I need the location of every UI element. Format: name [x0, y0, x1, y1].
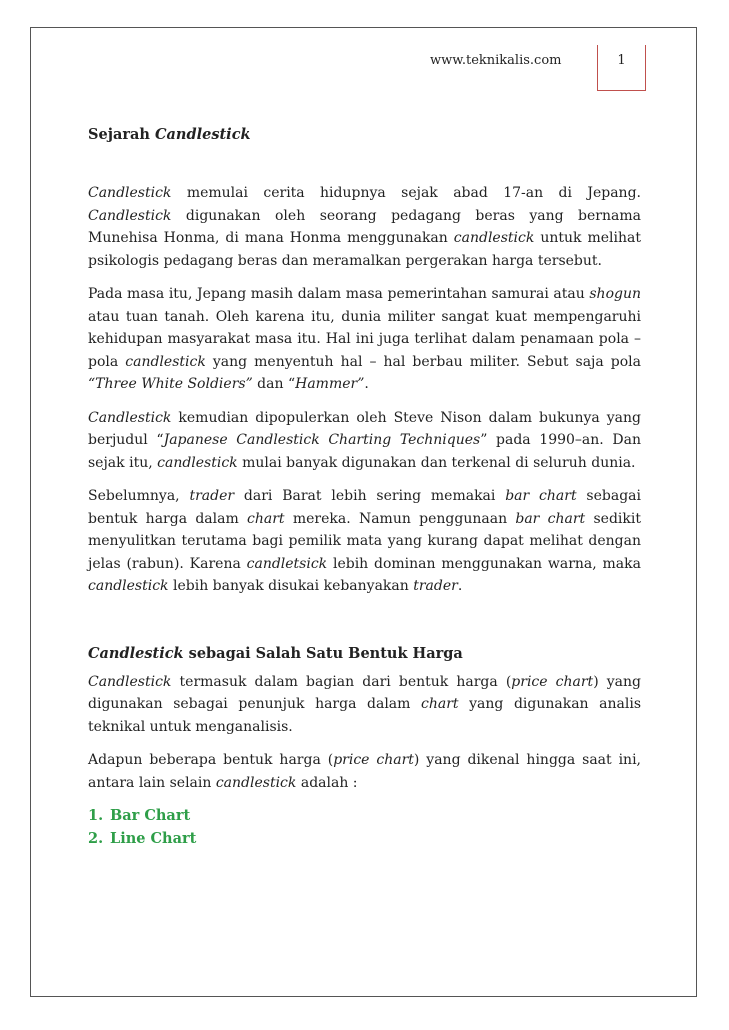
header-url: www.teknikalis.com — [430, 53, 562, 68]
paragraph: Candlestick termasuk dalam bagian dari bentuk harga (price chart) yang digunakan sebagai penunjuk harga dalam chart yang digunakan analis teknikal untuk menganalisis. — [88, 673, 642, 735]
paragraph: Candlestick memulai cerita hidupnya sejak abad 17-an di Jepang. Candlestick digunakan oleh seorang pedagang beras yang bernama Munehisa Honma, di mana Honma menggunakan candlestick untuk melihat psikologis pedagang beras dan meramalkan pergerakan harga tersebut. — [88, 185, 641, 269]
list-item: 1. Bar Chart — [88, 807, 191, 824]
paragraph: Candlestick kemudian dipopulerkan oleh Steve Nison dalam bukunya yang berjudul “Japanese Candlestick Charting Techniques” pada 1990–an. Dan sejak itu, candlestick mulai banyak digunakan dan terkenal di seluruh dunia. — [88, 409, 641, 471]
paragraph: Pada masa itu, Jepang masih dalam masa pemerintahan samurai atau shogun atau tuan tanah. Oleh karena itu, dunia militer sangat kuat mempengaruhi kehidupan masyarakat masa itu. Hal ini juga terlihat dalam penamaan pola – pola candlestick yang menyentuh hal – hal berbau militer. Sebut saja pola “Three White Soldiers” dan “Hammer”. — [88, 286, 641, 392]
section-title-sejarah: Sejarah Candlestick — [88, 126, 251, 143]
chart-type-list — [88, 805, 641, 850]
document-body — [88, 118, 641, 850]
paragraph: Adapun beberapa bentuk harga (price chart) yang dikenal hingga saat ini, antara lain selain candlestick adalah : — [88, 752, 642, 791]
page-number-box — [597, 45, 646, 91]
paragraph: Sebelumnya, trader dari Barat lebih sering memakai bar chart sebagai bentuk harga dalam chart mereka. Namun penggunaan bar chart sedikit menyulitkan terutama bagi pemilik mata yang kurang dapat melihat dengan jelas (rabun). Karena candletsick lebih dominan menggunakan warna, maka candlestick lebih banyak disukai kebanyakan trader. — [88, 488, 641, 594]
list-item: 2. Line Chart — [88, 829, 197, 847]
section-title-bentuk-harga: Candlestick sebagai Salah Satu Bentuk Harga — [88, 644, 463, 662]
page-number: 1 — [617, 53, 626, 68]
